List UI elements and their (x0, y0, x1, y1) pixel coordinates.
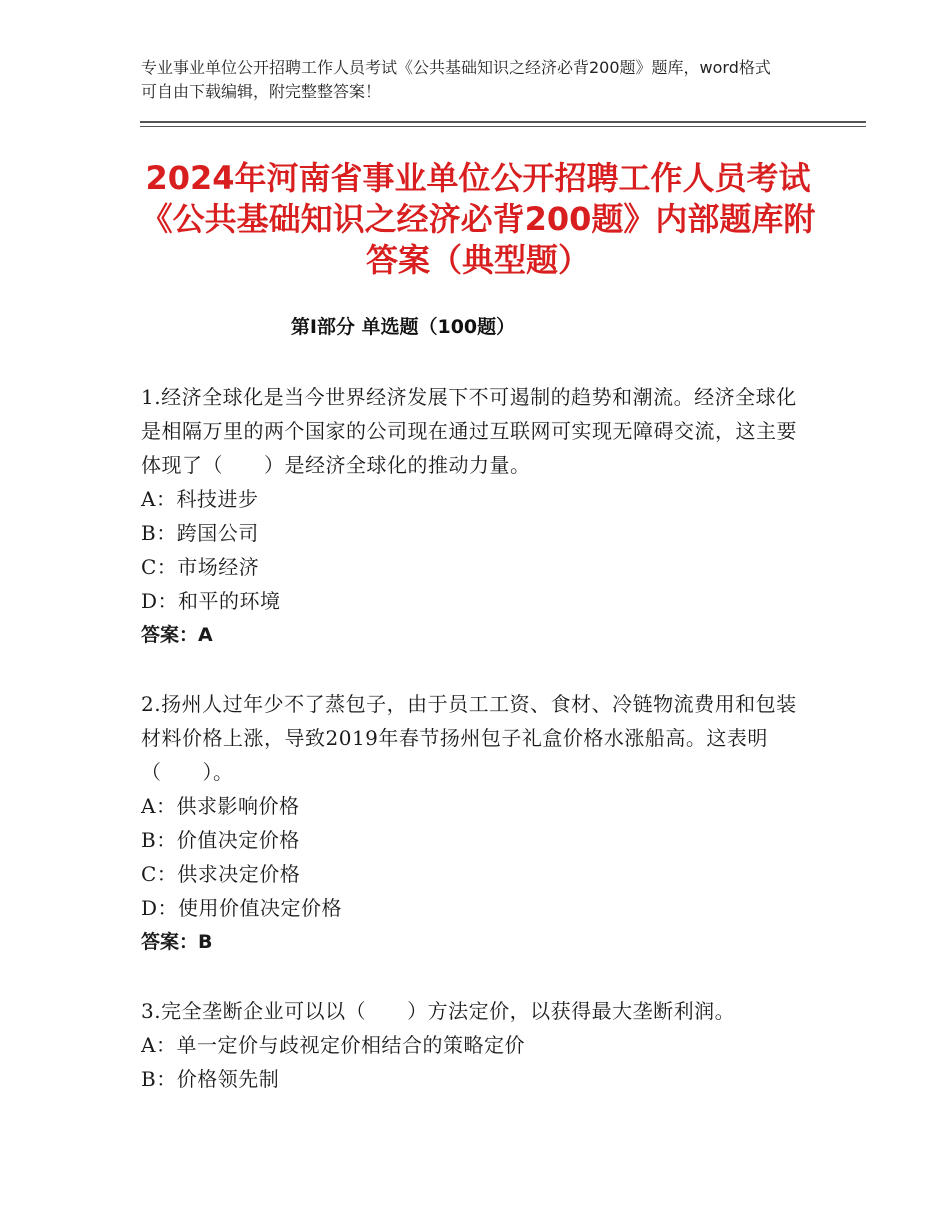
option-c: C：市场经济 (141, 555, 260, 579)
question-stem: 1.经济全球化是当今世界经济发展下不可遏制的趋势和潮流。经济全球化是相隔万里的两个国家的公司现在通过互联网可实现无障碍交流，这主要体现了（ ）是经济全球化的推动力量。 (141, 385, 797, 477)
question-stem: 3.完全垄断企业可以以（ ）方法定价，以获得最大垄断利润。 (141, 999, 736, 1023)
option-b: B：跨国公司 (141, 521, 259, 545)
option-c: C：供求决定价格 (141, 862, 301, 886)
question-2 (141, 687, 801, 959)
answer: 答案：B (141, 931, 213, 953)
option-b: B：价格领先制 (141, 1067, 280, 1091)
option-a: A：单一定价与歧视定价相结合的策略定价 (141, 1033, 525, 1057)
answer: 答案：A (141, 624, 213, 646)
option-a: A：供求影响价格 (141, 794, 300, 818)
section-title: 第Ⅰ部分 单选题（100题） (290, 316, 516, 338)
header-note: 专业事业单位公开招聘工作人员考试《公共基础知识之经济必背200题》题库，word格式可自由下载编辑，附完整整答案！ (141, 58, 771, 101)
option-d: D：使用价值决定价格 (141, 896, 343, 920)
question-3 (141, 994, 801, 1096)
document-title: 2024年河南省事业单位公开招聘工作人员考试《公共基础知识之经济必背200题》内部题库附答案（典型题） (140, 159, 816, 279)
question-stem: 2.扬州人过年少不了蒸包子，由于员工工资、食材、冷链物流费用和包装材料价格上涨，导致2019年春节扬州包子礼盒价格水涨船高。这表明（ ）。 (141, 692, 797, 784)
option-d: D：和平的环境 (141, 589, 281, 613)
option-a: A：科技进步 (141, 487, 259, 511)
header-divider-thin (140, 126, 866, 127)
option-b: B：价值决定价格 (141, 828, 300, 852)
header-divider-thick (140, 121, 866, 123)
question-1 (141, 380, 801, 652)
